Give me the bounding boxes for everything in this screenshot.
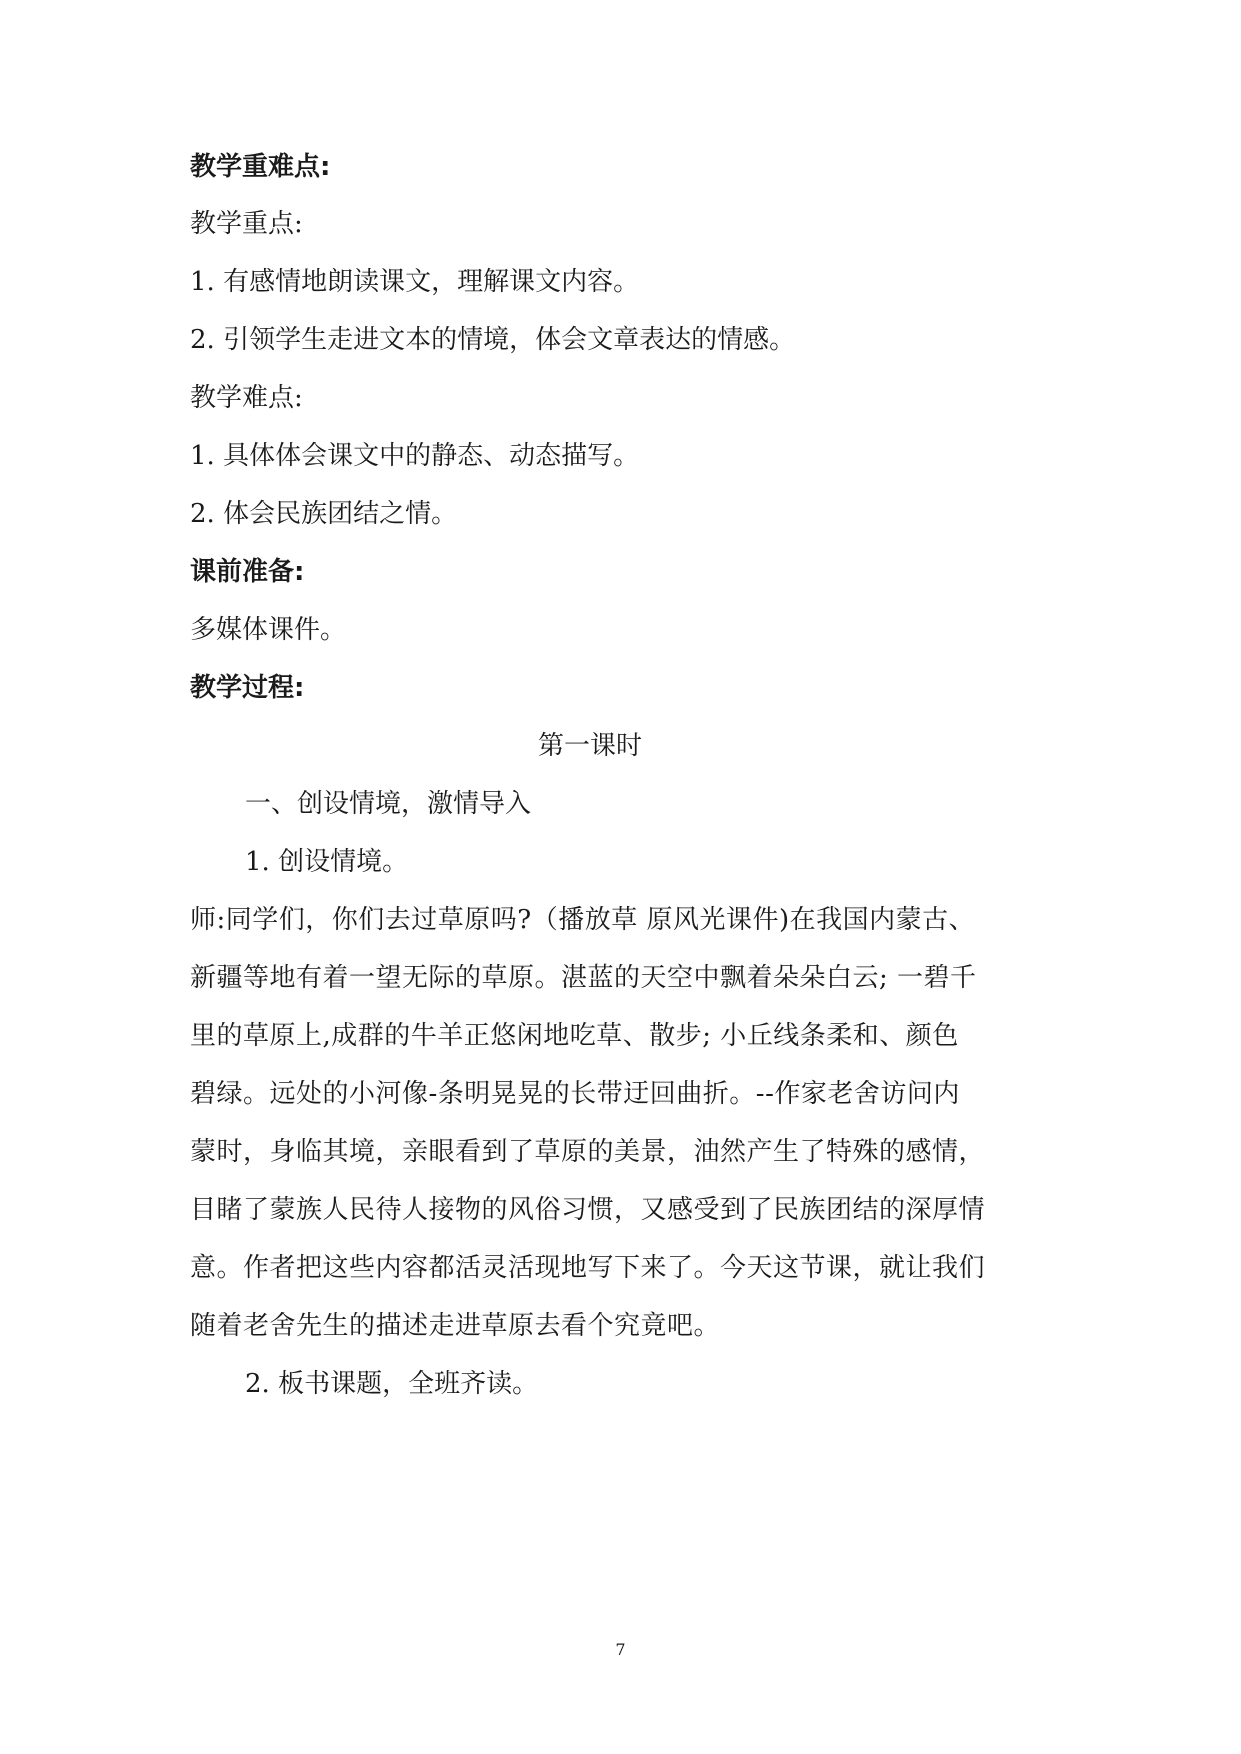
- paragraph-line: 意。作者把这些内容都活灵活现地写下来了。今天这节课，就让我们: [190, 1253, 986, 1283]
- paragraph-line: 师:同学们，你们去过草原吗?（播放草 原风光课件)在我国内蒙古、: [190, 905, 976, 935]
- paragraph-line: 随着老舍先生的描述走进草原去看个究竟吧。: [190, 1311, 721, 1341]
- paragraph-line: 蒙时，身临其境，亲眼看到了草原的美景，油然产生了特殊的感情，: [190, 1137, 986, 1167]
- heading-key-difficult-points: 教学重难点:: [190, 152, 331, 182]
- paragraph-line: 碧绿。远处的小河像-条明晃晃的长带迂回曲折。--作家老舍访问内: [190, 1079, 960, 1109]
- step-heading: 1. 创设情境。: [245, 847, 409, 877]
- difficult-point-item: 2. 体会民族团结之情。: [190, 499, 458, 529]
- key-points-label: 教学重点:: [190, 209, 303, 239]
- difficult-point-item: 1. 具体体会课文中的静态、动态描写。: [190, 441, 640, 471]
- section-heading: 一、创设情境，激情导入: [245, 789, 532, 819]
- page-number: 7: [615, 1640, 626, 1659]
- preparation-text: 多媒体课件。: [190, 615, 347, 645]
- paragraph-line: 新疆等地有着一望无际的草原。湛蓝的天空中飘着朵朵白云; 一碧千: [190, 963, 977, 993]
- heading-preparation: 课前准备:: [190, 557, 305, 587]
- difficult-points-label: 教学难点:: [190, 383, 303, 413]
- step-heading: 2. 板书课题，全班齐读。: [245, 1369, 539, 1399]
- heading-process: 教学过程:: [190, 673, 305, 703]
- key-point-item: 1. 有感情地朗读课文，理解课文内容。: [190, 267, 640, 297]
- paragraph-line: 里的草原上,成群的牛羊正悠闲地吃草、散步; 小丘线条柔和、颜色: [190, 1021, 959, 1051]
- key-point-item: 2. 引领学生走进文本的情境，体会文章表达的情感。: [190, 325, 796, 355]
- paragraph-line: 目睹了蒙族人民待人接物的风俗习惯，又感受到了民族团结的深厚情: [190, 1195, 986, 1225]
- lesson-title: 第一课时: [537, 731, 642, 761]
